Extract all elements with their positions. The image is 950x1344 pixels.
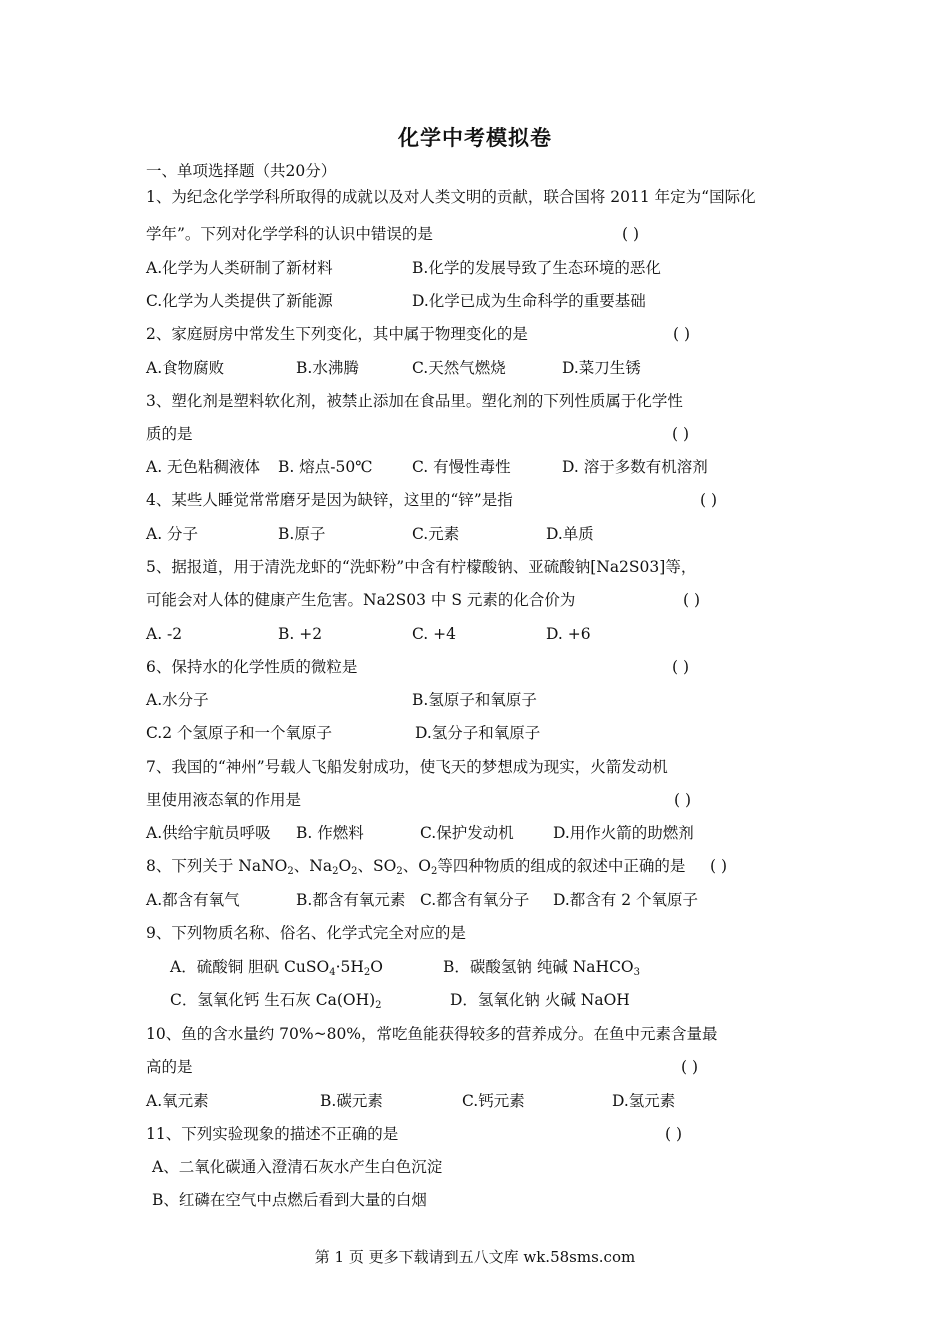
question-7-line-1: 7、我国的“神州”号载人飞船发射成功，使飞天的梦想成为现实，火箭发动机 <box>146 758 668 776</box>
section-heading: 一、单项选择题（共20分） <box>146 162 337 180</box>
q2-option-d: D.菜刀生锈 <box>562 359 641 377</box>
q3-option-b: B. 熔点-50℃ <box>278 458 373 476</box>
question-11-line-1: 11、下列实验现象的描述不正确的是 <box>146 1125 399 1143</box>
q4-option-c: C.元素 <box>412 525 460 543</box>
q1-option-b: B.化学的发展导致了生态环境的恶化 <box>412 259 661 277</box>
q9-option-b: B．碳酸氢钠 纯碱 NaHCO$_3$ <box>443 958 641 978</box>
q10-option-b: B.碳元素 <box>320 1092 383 1110</box>
q8-option-b: B.都含有氧元素 <box>296 891 406 909</box>
question-10-line-2: 高的是 <box>146 1058 193 1076</box>
q5-option-b: B. +2 <box>278 625 323 643</box>
answer-blank-11: ( ) <box>665 1125 683 1143</box>
q6-option-a: A.水分子 <box>146 691 209 709</box>
answer-blank-3: ( ) <box>672 425 690 443</box>
answer-blank-7: ( ) <box>674 791 692 809</box>
q2-option-a: A.食物腐败 <box>146 359 225 377</box>
q1-option-a: A.化学为人类研制了新材料 <box>146 259 333 277</box>
q3-option-d: D. 溶于多数有机溶剂 <box>562 458 708 476</box>
q4-option-b: B.原子 <box>278 525 326 543</box>
q10-option-d: D.氢元素 <box>612 1092 676 1110</box>
answer-blank-10: ( ) <box>681 1058 699 1076</box>
question-6-line-1: 6、保持水的化学性质的微粒是 <box>146 658 358 676</box>
answer-blank-6: ( ) <box>672 658 690 676</box>
q7-option-d: D.用作火箭的助燃剂 <box>553 824 694 842</box>
q1-option-d: D.化学已成为生命科学的重要基础 <box>412 292 646 310</box>
q10-option-c: C.钙元素 <box>462 1092 525 1110</box>
question-7-line-2: 里使用液态氧的作用是 <box>146 791 302 809</box>
q5-option-c: C. +4 <box>412 625 457 643</box>
question-9-line-1: 9、下列物质名称、俗名、化学式完全对应的是 <box>146 924 466 942</box>
answer-blank-1: ( ) <box>622 225 640 243</box>
q3-option-a: A. 无色粘稠液体 <box>146 458 261 476</box>
question-1-line-1: 1、为纪念化学学科所取得的成就以及对人类文明的贡献，联合国将 2011 年定为“国际化 <box>146 188 756 206</box>
q9-option-d: D．氢氧化钠 火碱 NaOH <box>450 991 630 1009</box>
q6-option-d: D.氢分子和氧原子 <box>415 724 541 742</box>
q7-option-b: B. 作燃料 <box>296 824 364 842</box>
q5-option-a: A. -2 <box>146 625 183 643</box>
page-title: 化学中考模拟卷 <box>398 126 552 150</box>
question-2-line-1: 2、家庭厨房中常发生下列变化，其中属于物理变化的是 <box>146 325 528 343</box>
page-footer: 第 1 页 更多下载请到五八文库 wk.58sms.com <box>314 1248 636 1266</box>
question-5-line-1: 5、据报道，用于清洗龙虾的“洗虾粉”中含有柠檬酸钠、亚硫酸钠[Na2S03]等， <box>146 558 697 576</box>
q7-option-a: A.供给宇航员呼吸 <box>146 824 271 842</box>
q4-option-d: D.单质 <box>546 525 594 543</box>
q9-option-c: C．氢氧化钙 生石灰 $Ca(OH)_2$ <box>170 991 382 1011</box>
q2-option-b: B.水沸腾 <box>296 359 359 377</box>
q5-option-d: D. +6 <box>546 625 591 643</box>
answer-blank-5: ( ) <box>683 591 701 609</box>
q8-option-a: A.都含有氧气 <box>146 891 240 909</box>
answer-blank-8: ( ) <box>710 857 728 875</box>
question-5-line-2: 可能会对人体的健康产生危害。Na2S03 中 S 元素的化合价为 <box>146 591 576 609</box>
answer-blank-2: ( ) <box>673 325 691 343</box>
answer-blank-4: ( ) <box>700 491 718 509</box>
q2-option-c: C.天然气燃烧 <box>412 359 506 377</box>
q9-option-a: A．硫酸铜 胆矾 $CuSO_4\cdot 5H_2O$ <box>170 958 383 978</box>
q1-option-c: C.化学为人类提供了新能源 <box>146 292 333 310</box>
q6-option-c: C.2 个氢原子和一个氧原子 <box>146 724 333 742</box>
question-8-line-1: 8、下列关于 NaNO$_2$、$Na_2O_2$、$SO_2$、$O_2$等四种物质的组成的叙述中正确的是 <box>146 857 686 877</box>
question-10-line-1: 10、鱼的含水量约 70%~80%，常吃鱼能获得较多的营养成分。在鱼中元素含量最 <box>146 1025 718 1043</box>
question-1-line-2: 学年”。下列对化学学科的认识中错误的是 <box>146 225 433 243</box>
question-3-line-2: 质的是 <box>146 425 193 443</box>
q8-option-c: C.都含有氧分子 <box>420 891 530 909</box>
q11-option-a: A、二氧化碳通入澄清石灰水产生白色沉淀 <box>152 1158 443 1176</box>
q7-option-c: C.保护发动机 <box>420 824 514 842</box>
q4-option-a: A. 分子 <box>146 525 199 543</box>
q11-option-b: B、红磷在空气中点燃后看到大量的白烟 <box>152 1191 427 1209</box>
q6-option-b: B.氢原子和氧原子 <box>412 691 537 709</box>
q8-option-d: D.都含有 2 个氧原子 <box>553 891 699 909</box>
question-4-line-1: 4、某些人睡觉常常磨牙是因为缺锌，这里的“锌”是指 <box>146 491 513 509</box>
question-3-line-1: 3、塑化剂是塑料软化剂，被禁止添加在食品里。塑化剂的下列性质属于化学性 <box>146 392 683 410</box>
q3-option-c: C. 有慢性毒性 <box>412 458 511 476</box>
q10-option-a: A.氧元素 <box>146 1092 209 1110</box>
